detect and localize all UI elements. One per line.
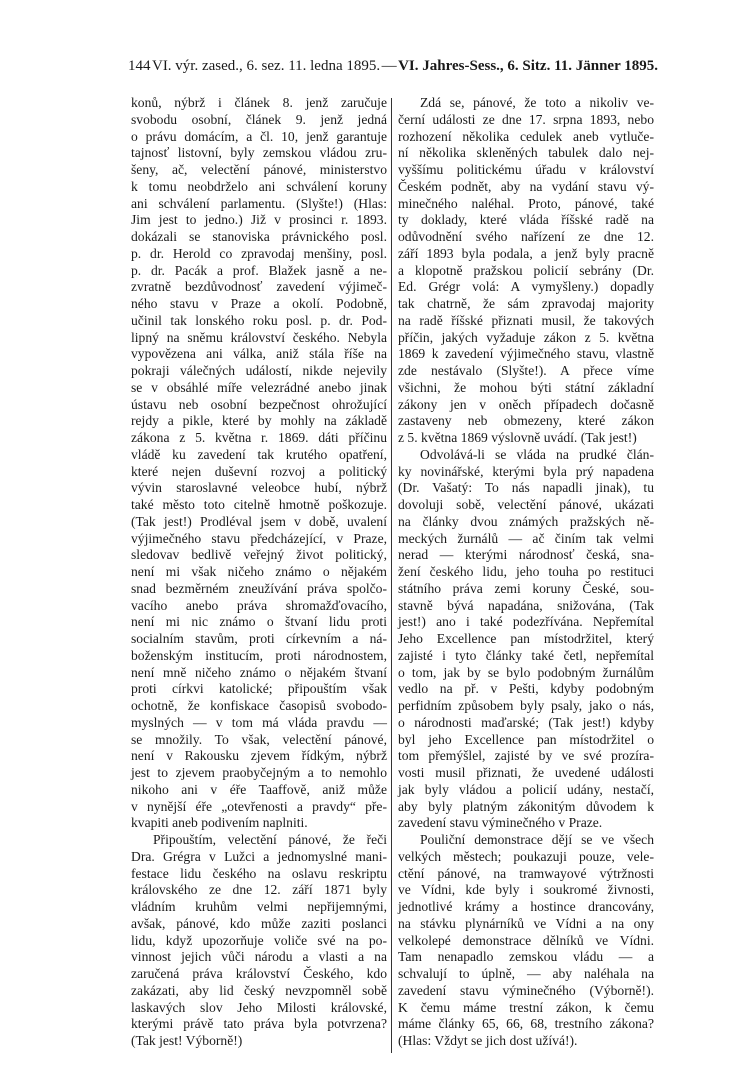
text-line: také město toto citelně hmotně poškozuje. [131, 497, 387, 512]
text-line: snad bezměrném zneužívání práva spolčo- [131, 580, 387, 596]
text-line: o právu domácím, a čl. 10, jenž garantuje [131, 128, 387, 144]
text-line: Zdá se, pánové, že toto a nikoliv ve- [420, 95, 654, 110]
text-line: příčin, jakých vyžaduje zákon z 5. května [398, 329, 654, 345]
text-line: Tam nenapadlo zemskou vládu — a [398, 949, 654, 965]
text-line: proti církvi katolické; připouštím však [131, 681, 387, 697]
text-line: dokázali se stanoviska právnického posl. [131, 229, 387, 244]
text-line: není v Rakousku zjevem řídkým, nýbrž [131, 748, 387, 764]
text-line: učinil tak lonského roku posl. p. dr. Pod- [131, 312, 387, 328]
text-line: šeny, ač, velectění pánové, ministerstvo [131, 162, 387, 177]
text-line: jednotlivé krámy a hostince drancovány, [398, 899, 654, 914]
text-line: socialním stavům, proti církevním a ná- [131, 631, 387, 646]
text-line: ústavu neb osobní bezpečnost ohrožující [131, 396, 387, 412]
text-line: sledovav bedlivě veřejný život politický, [131, 547, 387, 563]
text-line: zakázati, aby lid český nevzpomněl sobě [131, 982, 387, 998]
text-line: vacího anebo práva shromažďovacího, [131, 597, 387, 613]
text-line: Pouliční demonstrace dějí se ve všech [420, 832, 654, 847]
text-line: ty doklady, které vláda říšské radě na [398, 212, 654, 228]
text-line: vosti musil přiznati, že uvedené události [398, 765, 654, 780]
text-line: konů, nýbrž i článek 8. jenž zaručuje [131, 95, 387, 110]
text-line: vedlo na př. v Pešti, kdyby podobným [398, 681, 654, 697]
text-line: černí události ze dne 17. srpna 1893, nebo [398, 111, 654, 127]
text-line: velkých městech; poukazuji pouze, vele- [398, 848, 654, 864]
text-line: se v obsáhlé míře velezrádné anebo jinak [131, 379, 387, 395]
text-line: vládním kruhům velmi nepřijemnými, [131, 899, 387, 914]
text-line: žení českého lidu, jeho touha po restituci [398, 564, 654, 579]
text-line: p. dr. Herold co zpravodaj menšiny, posl. [131, 245, 387, 261]
left-column [131, 95, 387, 1050]
text-line: tak chatrně, že sám zpravodaj majority [398, 296, 654, 311]
text-line: lipný na sněmu království českého. Nebyla [131, 329, 387, 345]
text-line: o tom, jak by se bylo podobným žurnálům [398, 664, 654, 680]
text-line: laskavých slov Jeho Milosti královské, [131, 999, 387, 1015]
text-line: tajnosť listovní, byly zemskou vládou zru- [131, 145, 387, 161]
text-line: ctění pánové, na tramwayové výtržnosti [398, 865, 654, 881]
text-line: zákona z 5. května r. 1869. dáti příčinu [131, 430, 387, 445]
text-line: K čemu máme trestní zákon, k čemu [398, 999, 654, 1015]
text-line: Dra. Grégra v Lužci a jednomyslné mani- [131, 848, 387, 864]
text-line: jest!) ano i také podezřívána. Nepřemítal [398, 614, 654, 630]
text-line: (Dr. Vašatý: To nás napadli jinak), tu [398, 480, 654, 496]
text-line: svobodu osobní, článek 9. jenž jedná [131, 111, 387, 127]
text-line: p. dr. Pacák a prof. Blažek jasně a ne- [131, 262, 387, 278]
text-line: k tomu neobdrželo ani schválení koruny [131, 178, 387, 194]
text-line: na stávku plynárníků ve Vídni a na ony [398, 915, 654, 931]
text-line: ani schválení parlamentu. (Slyšte!) (Hlas: [131, 195, 387, 211]
header-dash: — [381, 58, 397, 74]
page-number: 144 [128, 58, 151, 74]
text-line: září 1893 byla podala, a jenž byly pracně [398, 245, 654, 261]
text-line: v nynější éře „otevřenosti a pravdy“ pře- [131, 798, 387, 814]
text-line: není mi nic známo o štvaní lidu proti [131, 614, 387, 630]
text-line: jest to zjevem praobyčejným a to nemohlo [131, 765, 387, 780]
text-line: není mně ničeho známo o nějakém štvaní [131, 664, 387, 680]
text-line: Jeho Excellence pan místodržitel, který [398, 631, 654, 646]
text-line: ní několika skleněných tabulek dalo nej- [398, 145, 654, 161]
text-line: na články dvou známých pražských ně- [398, 513, 654, 529]
text-line: minečného naléhal. Proto, pánové, také [398, 195, 654, 211]
text-line: stavně bývá napadána, snižována, (Tak [398, 597, 654, 613]
text-line: Ed. Grégr volá: A vymyšleny.) dopadly [398, 279, 654, 295]
text-line: zákony jen v oněch případech dočasně [398, 396, 654, 412]
text-line: vývin staroslavné veleobce hubí, nýbrž [131, 480, 387, 496]
text-line: perfidním způsobem byly psaly, jako o nás, [398, 698, 654, 713]
text-line: z 5. května 1869 výslovně uvádí. (Tak jest!) [398, 430, 637, 445]
text-line: kvapiti aneb podivením naplniti. [131, 815, 308, 831]
text-line: 1869 k zavedení výjimečného stavu, vlastně [398, 346, 654, 362]
header-czech: VI. výr. zased., 6. sez. 11. ledna 1895. [151, 58, 381, 74]
paragraph [131, 832, 387, 1050]
text-line: máme články 65, 66, 68, trestního zákona? [398, 1016, 654, 1032]
text-line: a klopotně pražskou policií sebrány (Dr. [398, 262, 654, 278]
text-line: (Tak jest! Výborně!) [131, 1033, 243, 1048]
text-line: nerad — kterými národnosť česká, sna- [398, 547, 654, 563]
text-line: odůvodnění svého nařízení ze dne 12. [398, 229, 654, 244]
text-line: ného stavu v Praze a okolí. Podobně, [131, 296, 387, 311]
text-line: kterými právě tato práva byla potvrzena? [131, 1016, 387, 1032]
text-line: se množily. To však, velectění pánové, [131, 731, 387, 747]
text-line: tom přemýšlel, zajisté by ve své prozíra- [398, 748, 654, 764]
text-line: ochotně, že konfiskace časopisů svobodo- [131, 698, 387, 713]
text-line: Připouštím, velectění pánové, že řeči [153, 832, 387, 847]
text-line: zajisté i tyto články také četl, nepřemítal [398, 647, 654, 663]
text-line: Odvolává-li se vláda na prudké člán- [420, 446, 654, 462]
text-line: festace lidu českého na oslavu reskriptu [131, 865, 387, 881]
running-header [128, 58, 658, 75]
text-line: pokraji válečných událostí, nikde nejevily [131, 363, 387, 378]
text-line: boženským institucím, proti národnostem, [131, 647, 387, 663]
text-line: jak byly vládou a policií udány, nestačí, [398, 781, 654, 797]
text-line: rozhození několika cedulek aneb vytluče- [398, 128, 654, 144]
text-line: vyššímu politickému úřadu v království [398, 162, 654, 177]
text-line: meckých žurnálů — ač činím tak velmi [398, 530, 654, 546]
paragraph [398, 447, 654, 832]
right-column [398, 95, 654, 1050]
text-line: rejdy a pikle, které by mohly na základě [131, 413, 387, 429]
text-line: zavedení stavu výminečného (Výborně!). [398, 982, 654, 998]
text-line: státního práva zemi koruny České, sou- [398, 580, 654, 596]
text-line: ve Vídni, kde byly i soukromé živnosti, [398, 882, 654, 898]
text-line: zaručená práva království Českého, kdo [131, 966, 387, 981]
text-line: o národnosti maďarské; (Tak jest!) kdyby [398, 714, 654, 730]
text-line: schvalují to úplně, — aby naléhala na [398, 966, 654, 981]
text-line: všichni, že mohou býti státní základní [398, 379, 654, 395]
text-line: Jim jest to jedno.) Již v prosinci r. 1893. [131, 212, 387, 228]
paragraph [131, 95, 387, 832]
paragraph [398, 95, 654, 447]
text-line: ky novinářské, kterými byla prý napadena [398, 463, 654, 479]
text-line: není mi však ničeho známo o nějakém [131, 564, 387, 579]
text-line: nikoho ani v éře Taaffově, aniž může [131, 781, 387, 797]
text-line: (Tak jest!) Prodléval jsem v době, uvalení [131, 513, 387, 529]
text-line: zavedení stavu výminečného v Praze. [398, 815, 603, 831]
text-line: zastaveny neb obmezeny, které zákon [398, 413, 654, 429]
text-line: Českém podnět, aby na vydání stavu vý- [398, 178, 654, 194]
text-line: královského ze dne 12. září 1871 byly [131, 882, 387, 898]
text-line: myslných — v tom má vláda pravdu — [131, 714, 387, 730]
text-line: aby byly platným zákonitým důvodem k [398, 798, 654, 814]
text-line: zvratně bezdůvodnosť zavedení výjimeč- [131, 279, 387, 295]
text-line: na radě říšské přiznati musil, že takových [398, 312, 654, 328]
text-line: velkolepé demonstrace dělníků ve Vídni. [398, 932, 654, 948]
text-line: vládě ku zavedení tak krutého opatření, [131, 446, 387, 462]
text-line: lidu, když upozorňuje voliče své na po- [131, 932, 387, 948]
text-line: vinnost jejich vůči národu a vlasti a na [131, 949, 387, 965]
text-line: zde nestávalo (Slyšte!). A přece víme [398, 363, 654, 378]
header-german: VI. Jahres-Sess., 6. Sitz. 11. Jänner 1895. [398, 58, 658, 74]
paragraph [398, 832, 654, 1050]
text-line: (Hlas: Vždyt se jich dost užívá!). [398, 1033, 578, 1048]
text-line: výjimečného stavu předcházející, v Praze, [131, 530, 387, 546]
text-line: avšak, pánové, kdo může zaziti poslanci [131, 915, 387, 931]
text-line: vypovězena ani válka, aniž stála říše na [131, 346, 387, 362]
text-line: byl jeho Excellence pan místodržitel o [398, 731, 654, 747]
column-divider [391, 98, 392, 1053]
text-line: dovoluji sobě, velectění pánové, ukázati [398, 497, 654, 512]
text-line: které nejen duševní rozvoj a politický [131, 463, 387, 479]
